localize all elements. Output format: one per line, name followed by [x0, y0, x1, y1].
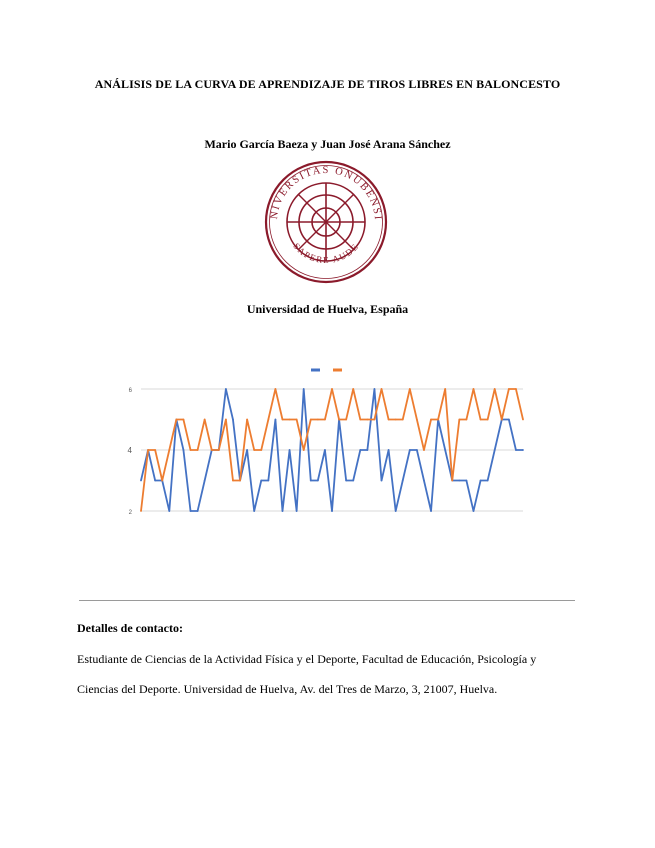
series-2-point	[381, 388, 383, 390]
series-2-point	[480, 419, 482, 421]
series-1-point	[331, 510, 333, 512]
series-2-point	[501, 419, 503, 421]
series-1-point	[310, 480, 312, 482]
series-1-point	[366, 449, 368, 451]
series-2-point	[494, 388, 496, 390]
series-2-point	[168, 449, 170, 451]
university-seal-logo	[263, 159, 389, 285]
series-1-point	[381, 480, 383, 482]
series-2-point	[253, 449, 255, 451]
series-1-point	[402, 480, 404, 482]
series-1-point	[303, 388, 305, 390]
series-1-point	[275, 419, 277, 421]
series-1-point	[374, 388, 376, 390]
series-2-point	[282, 419, 284, 421]
series-2-point	[409, 388, 411, 390]
series-1-point	[260, 480, 262, 482]
series-1-point	[154, 480, 156, 482]
chart-svg	[120, 358, 535, 523]
y-tick-label: 4	[127, 446, 132, 455]
series-2-point	[388, 419, 390, 421]
svg-text:UNIVERSITAS ONUBENSIS: NIVERSITAS ONUBENSI	[268, 164, 384, 222]
series-1-point	[183, 449, 185, 451]
y-tick-label: 6	[128, 388, 132, 394]
svg-text:SAPERE AUDE: SAPERE AUDE	[291, 241, 361, 266]
series-1-point	[225, 388, 227, 390]
series-2-point	[345, 419, 347, 421]
series-2-point	[232, 480, 234, 482]
contact-line-2: Ciencias del Deporte. Universidad de Huelva, Av. del Tres de Marzo, 3, 21007, Huelva.	[77, 682, 498, 696]
series-2-point	[466, 419, 468, 421]
series-2-point	[239, 480, 241, 482]
series-2-point	[161, 480, 163, 482]
series-2-point	[374, 419, 376, 421]
series-2-point	[423, 449, 425, 451]
series-2-point	[197, 449, 199, 451]
contact-line-1: Estudiante de Ciencias de la Actividad Física y el Deporte, Facultad de Educación, Psicología y	[77, 652, 537, 666]
series-2-point	[451, 480, 453, 482]
series-2-point	[310, 419, 312, 421]
series-2-point	[218, 449, 220, 451]
series-2-point	[246, 419, 248, 421]
series-1-point	[487, 480, 489, 482]
series-1-point	[359, 449, 361, 451]
series-1-point	[508, 419, 510, 421]
series-2-point	[225, 419, 227, 421]
contact-heading: Detalles de contacto:	[77, 621, 183, 635]
paper-title: ANÁLISIS DE LA CURVA DE APRENDIZAJE DE TIROS LIBRES EN BALONCESTO	[94, 77, 561, 91]
series-2-point	[296, 419, 298, 421]
paper-authors: Mario García Baeza y Juan José Arana Sánchez	[204, 137, 451, 151]
series-2-point	[437, 419, 439, 421]
series-2-point	[140, 510, 142, 512]
series-2-point	[395, 419, 397, 421]
series-2-point	[260, 449, 262, 451]
series-2-point	[402, 419, 404, 421]
series-2-point	[522, 419, 524, 421]
series-1-point	[296, 510, 298, 512]
series-1-point	[197, 510, 199, 512]
series-2-point	[515, 388, 517, 390]
series-2-point	[416, 419, 418, 421]
series-2-point	[487, 419, 489, 421]
free-throw-line-chart	[120, 358, 535, 523]
series-2-point	[352, 388, 354, 390]
series-1-point	[232, 419, 234, 421]
series-1-point	[246, 449, 248, 451]
series-1-point	[430, 510, 432, 512]
series-2-point	[154, 449, 156, 451]
series-1-point	[324, 449, 326, 451]
series-2-point	[444, 388, 446, 390]
seal-graphic	[263, 159, 389, 285]
series-2-point	[317, 419, 319, 421]
series-2-point	[289, 419, 291, 421]
series-1-point	[282, 510, 284, 512]
series-1-point	[515, 449, 517, 451]
series-2-point	[366, 419, 368, 421]
series-2-point	[430, 419, 432, 421]
series-2-point	[190, 449, 192, 451]
y-tick-label: 2	[128, 510, 132, 516]
series-2-point	[331, 388, 333, 390]
series-2-point	[508, 388, 510, 390]
series-1-point	[140, 480, 142, 482]
series-1-point	[416, 449, 418, 451]
series-2-point	[204, 419, 206, 421]
series-1-point	[204, 480, 206, 482]
series-1-point	[317, 480, 319, 482]
series-2-point	[359, 419, 361, 421]
series-1-point	[473, 510, 475, 512]
series-2-point	[458, 419, 460, 421]
series-2-point	[267, 419, 269, 421]
series-2-point	[147, 449, 149, 451]
series-2-point	[275, 388, 277, 390]
series-1-point	[480, 480, 482, 482]
series-2-point	[183, 419, 185, 421]
series-1-point	[253, 510, 255, 512]
series-1-point	[352, 480, 354, 482]
series-1-point	[423, 480, 425, 482]
series-1-point	[522, 449, 524, 451]
series-2-point	[211, 449, 213, 451]
series-1-point	[458, 480, 460, 482]
series-1-point	[388, 449, 390, 451]
series-2-point	[303, 449, 305, 451]
section-divider	[79, 600, 575, 601]
series-1-point	[267, 480, 269, 482]
series-1-point	[345, 480, 347, 482]
series-2-point	[338, 419, 340, 421]
series-1-point	[494, 449, 496, 451]
series-1-point	[190, 510, 192, 512]
series-1-point	[466, 480, 468, 482]
series-1-point	[409, 449, 411, 451]
series-2-point	[473, 388, 475, 390]
series-1-point	[395, 510, 397, 512]
series-2-point	[324, 419, 326, 421]
series-1-point	[168, 510, 170, 512]
series-2-point	[175, 419, 177, 421]
series-1-point	[289, 449, 291, 451]
series-1-point	[444, 449, 446, 451]
paper-affiliation: Universidad de Huelva, España	[246, 302, 409, 316]
